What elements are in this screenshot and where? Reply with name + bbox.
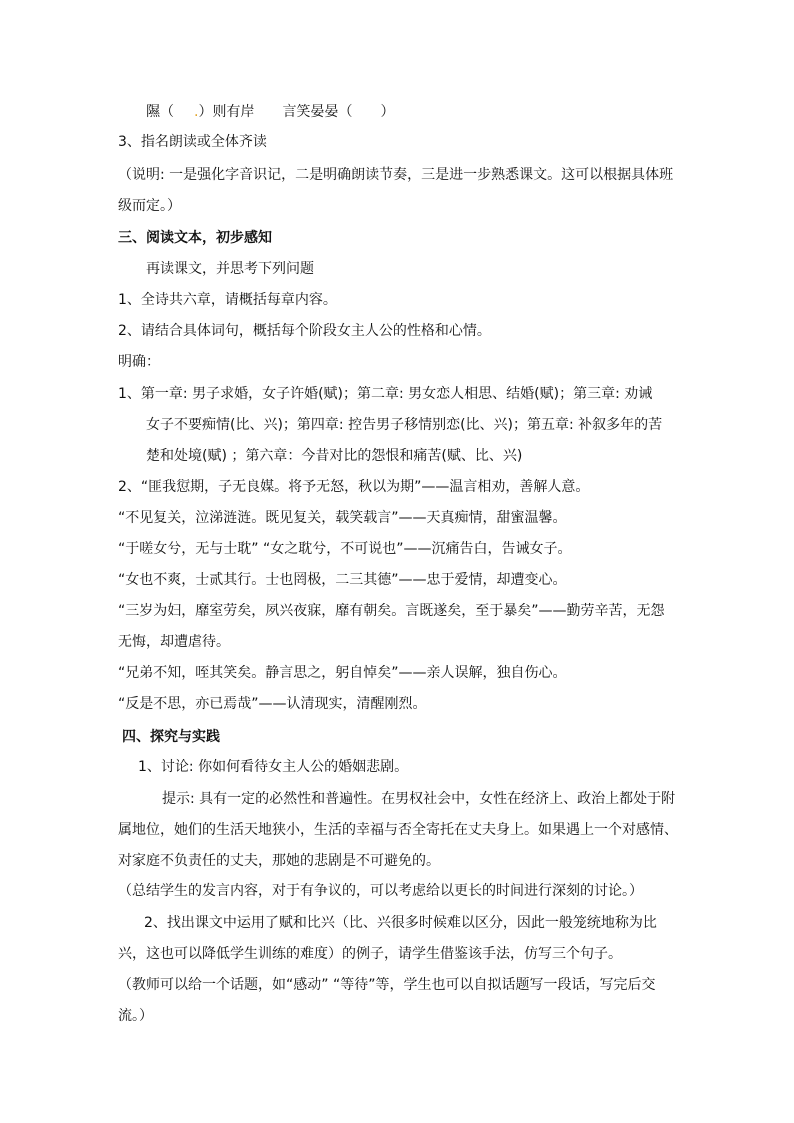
answer-2-line-3: “于嗟女兮，无与士耽” “女之耽兮，不可说也”——沉痛告白，告诫女子。 [118,541,572,557]
answer-2-line-1: 2、“匪我愆期，子无良媒。将予无怒，秋以为期”——温言相劝，善解人意。 [118,479,590,495]
answer-1-line-3: 楚和处境(赋) ；第六章：今昔对比的怨恨和痛苦(赋、比、兴) [146,448,523,464]
line-1 [146,102,394,122]
answer-1-line-1: 1、第一章: 男子求婚，女子许婚(赋)；第二章: 男女恋人相思、结婚(赋)；第三章: 劝诫 [118,386,653,402]
line-1-part-c: 言笑晏晏（ ） [282,104,395,120]
dot-mark: . [194,104,199,120]
answer-2-line-2: “不见复关，泣涕涟涟。既见复关，载笑载言”——天真痴情，甜蜜温馨。 [118,510,567,526]
line-5: 再读课文，并思考下列问题 [146,261,314,277]
line-1-part-a: 隰（ [146,104,174,120]
summary-note: （总结学生的发言内容，对于有争议的，可以考虑给以更长的时间进行深刻的讨论。） [118,883,643,899]
answer-1-line-2: 女子不要痴情(比、兴)；第四章: 控告男子移情别恋(比、兴)；第五章: 补叙多年的苦 [146,417,663,433]
section-heading-4: 四、探究与实践 [122,729,220,745]
answer-label: 明确： [118,354,160,370]
line-2: 3、指名朗读或全体齐读 [118,134,267,150]
answer-2-line-6: 无悔，却遭虐待。 [118,634,230,650]
answer-2-line-5: “三岁为妇，靡室劳矣，夙兴夜寐，靡有朝矣。言既遂矣，至于暴矣”——勤劳辛苦，无怨 [118,603,665,619]
question-2: 2、请结合具体词句，概括每个阶段女主人公的性格和心情。 [118,323,491,339]
answer-2-line-4: “女也不爽，士贰其行。士也罔极，二三其德”——忠于爱情，却遭变心。 [118,572,567,588]
answer-2-line-7: “兄弟不知，咥其笑矣。静言思之，躬自悼矣”——亲人误解，独自伤心。 [118,665,567,681]
exercise-2-paragraph: 2、找出课文中运用了赋和比兴（比、兴很多时候难以区分，因此一般笼统地称为比兴，这也可以降低学生训练的难度）的例子，请学生借鉴该手法，仿写三个句子。 [118,915,657,962]
section-heading-3: 三、阅读文本，初步感知 [118,230,272,246]
discussion-1: 1、讨论: 你如何看待女主人公的婚姻悲剧。 [138,759,409,775]
question-1: 1、全诗共六章，请概括每章内容。 [118,292,337,308]
teacher-note: （教师可以给一个话题，如“感动” “等待”等，学生也可以自拟话题写一段话，写完后交流。） [118,977,656,1024]
line-3-paragraph: （说明: 一是强化字音识记，二是明确朗读节奏，三是进一步熟悉课文。这可以根据具体班级而定。） [118,167,674,214]
hint-paragraph: 提示: 具有一定的必然性和普遍性。在男权社会中，女性在经济上、政治上都处于附属地位，她们的生活天地狭小，生活的幸福与否全寄托在丈夫身上。如果遇上一个对感情、对家庭不负责任的丈夫，那她的悲剧是不可避免的。 [118,791,678,869]
line-1-part-b: ）则有岸 [198,104,255,120]
answer-2-line-8: “反是不思，亦已焉哉”——认清现实，清醒刚烈。 [118,696,427,712]
